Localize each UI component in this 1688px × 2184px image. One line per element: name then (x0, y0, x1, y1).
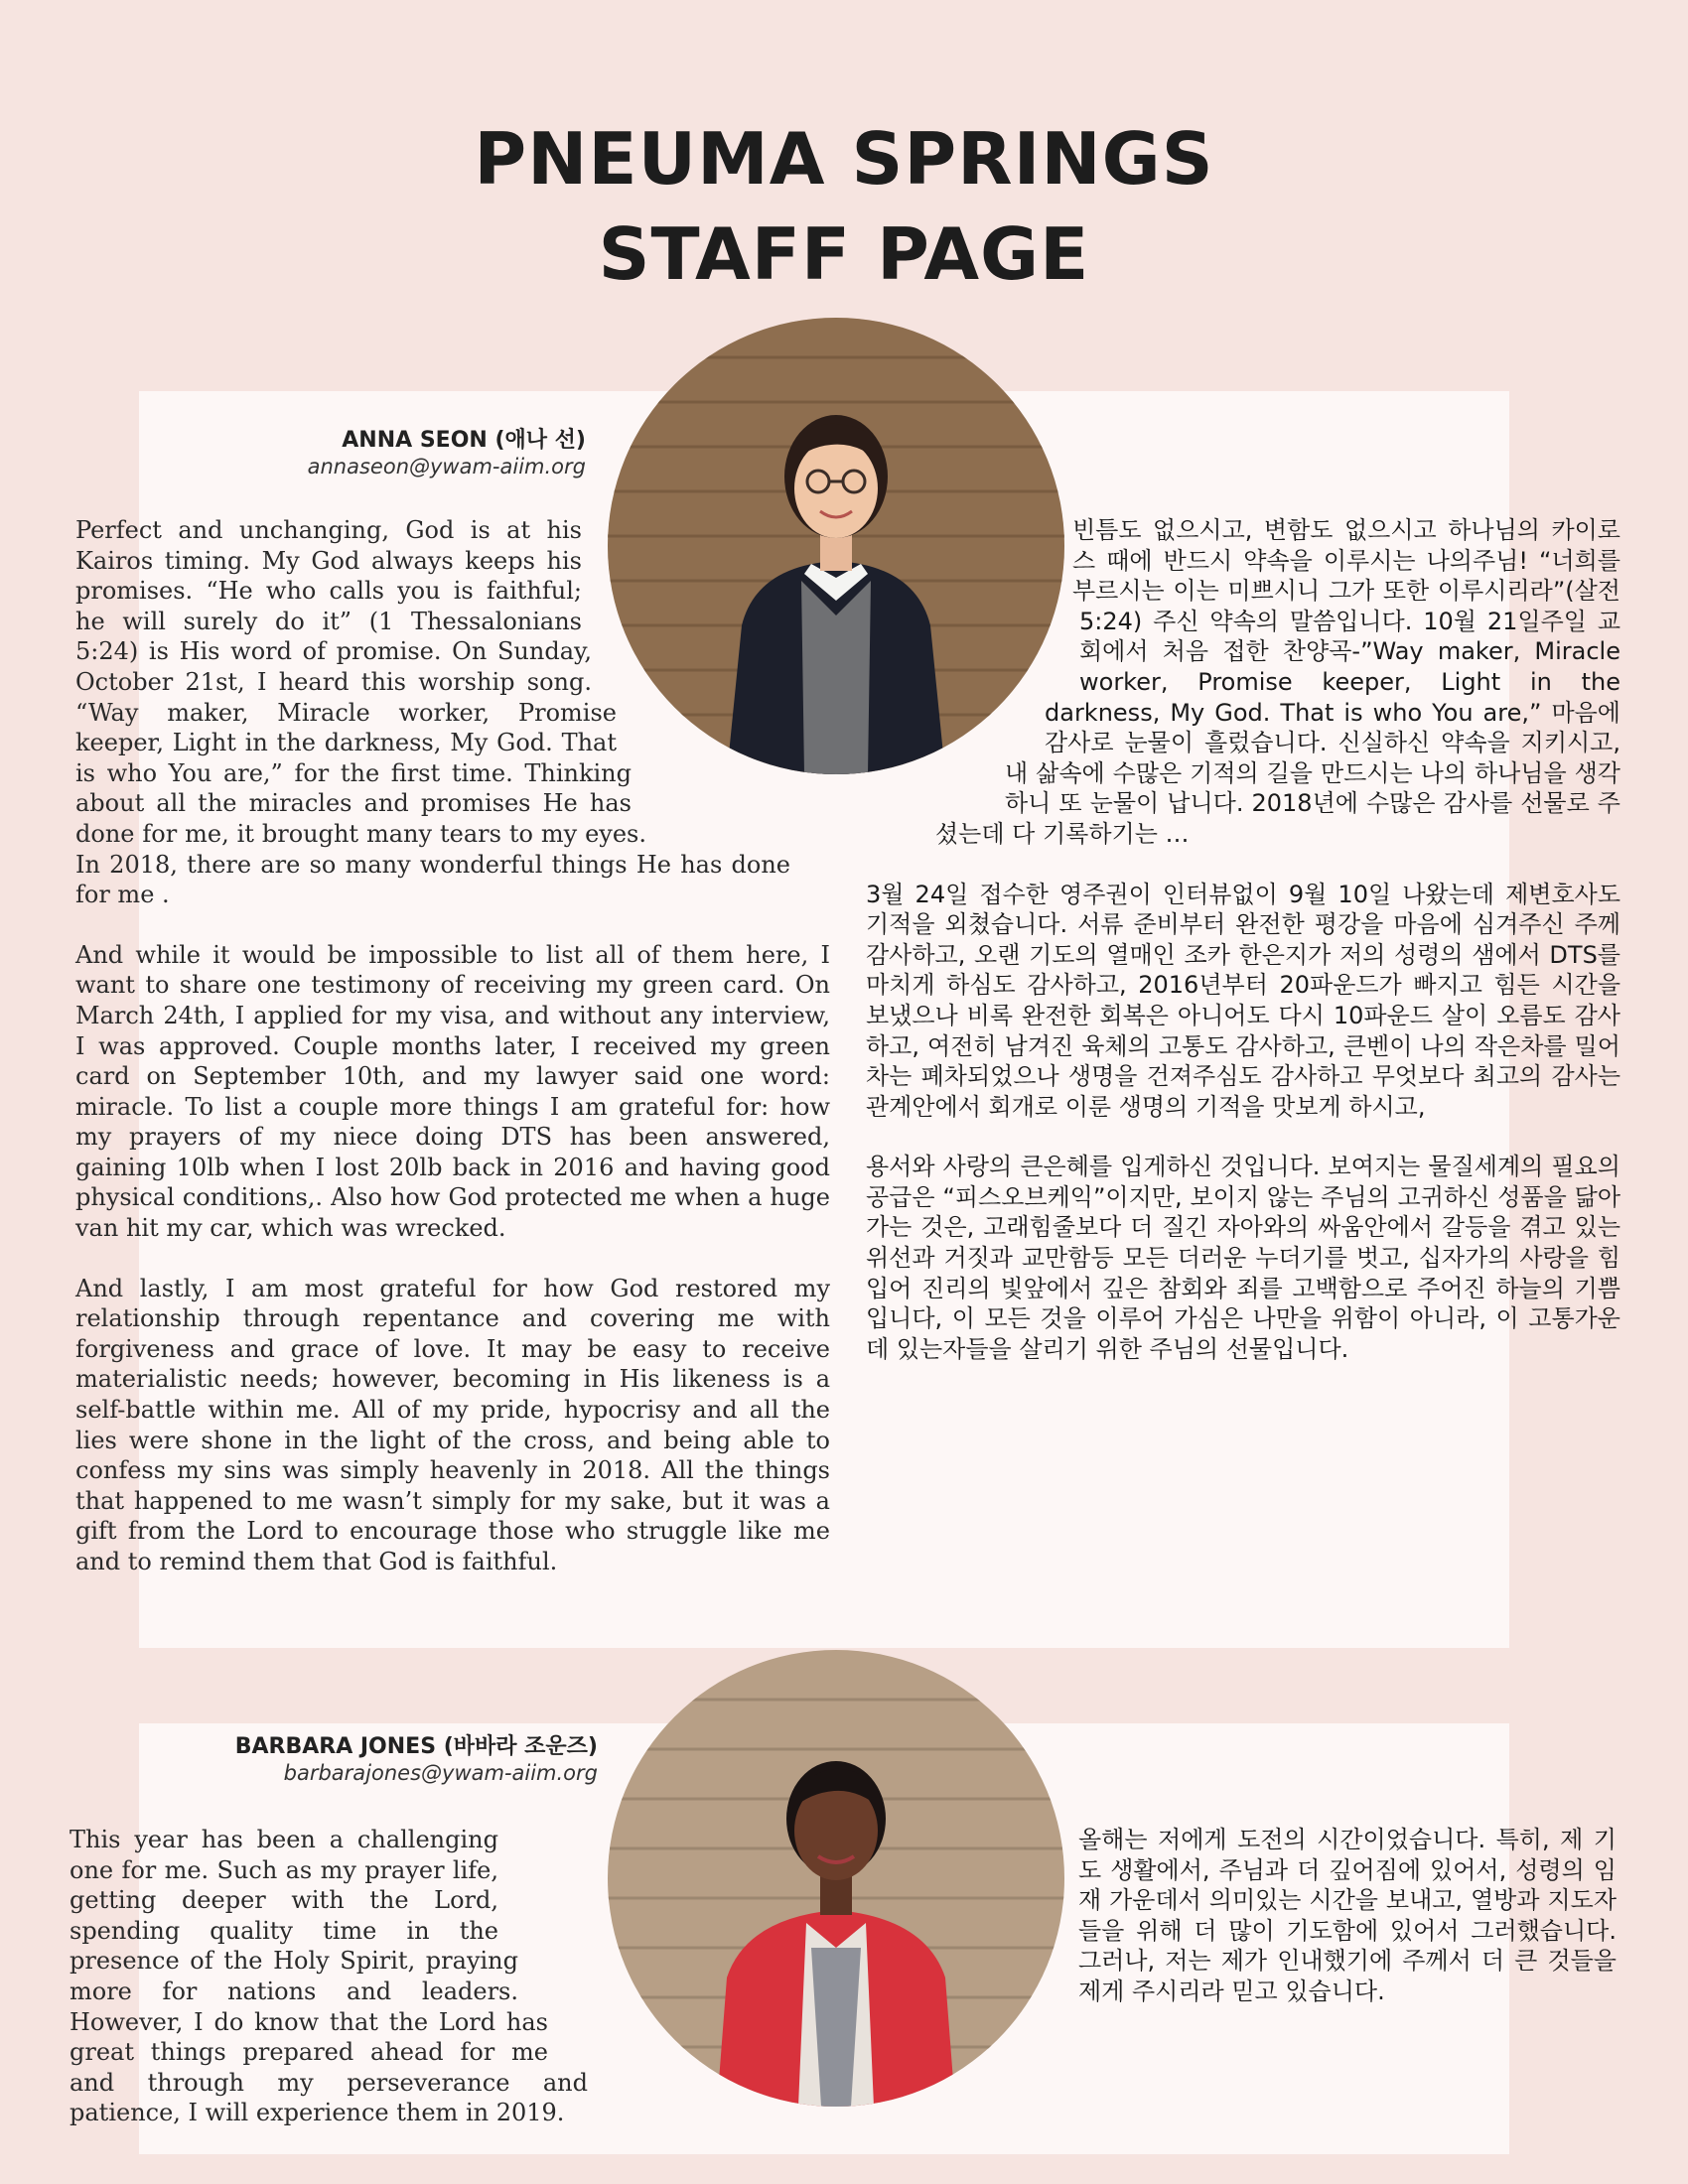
staff-ko-paragraph: 빈틈도 없으시고, 변함도 없으시고 하나님의 카이로스 때에 반드시 약속을 이루시는 나의주님! “너희를 부르시는 이는 미쁘시니 그가 또한 이루시리라”(살전 5:24) 주신 약속의 말씀입니다. 10월 21일주일 교회에서 처음 접한 찬양곡-”Way maker, Miracle worker, Promise keeper, Light in the darkness, My God. That is who You are,” 마음에 감사로 눈물이 흘렀습니다. 신실하신 약속을 지키시고, 내 삶속에 수많은 기적의 길을 만드시는 나의 하나님을 생각하니 또 눈물이 납니다. 2018년에 수많은 감사를 선물로 주셨는데 다 기록하기는 … (935, 516, 1620, 848)
staff-name-anna: ANNA SEON (애나 선) (342, 428, 586, 453)
staff-ko-paragraph: 올해는 저에게 도전의 시간이었습니다. 특히, 제 기도 생활에서, 주님과 더 깊어짐에 있어서, 성령의 임재 가운데서 의미있는 시간을 보내고, 열방과 지도자들을 위해 더 많이 기도함에 있어서 그러했습니다. 그러나, 저는 제가 인내했기에 주께서 더 큰 것들을 제게 주시리라 믿고 있습니다. (1078, 1826, 1617, 2005)
staff-photo-anna (608, 318, 1064, 774)
page-title-line1: PNEUMA SPRINGS (474, 117, 1214, 201)
staff-name-barbara: BARBARA JONES (바바라 조운즈) (234, 1734, 598, 1759)
staff-email-barbara: barbarajones@ywam-aiim.org (283, 1761, 598, 1785)
staff-ko-text-barbara (1019, 1825, 1617, 2039)
staff-photo-barbara (608, 1650, 1064, 2107)
staff-email-anna: annaseon@ywam-aiim.org (307, 455, 586, 478)
page-title-line2: STAFF PAGE (598, 212, 1090, 296)
staff-en-paragraph: And while it would be impossible to list all of them here, I want to share one testimony of receiving my green card. On March 24th, I applied for my visa, and without any interview, I was approved. Couple months later, I received my green card on September 10th, and my lawyer said one word: miracle. To list a couple more things I am grateful for: how my prayers of my niece doing DTS has been answered, gaining 10lb when I lost 20lb back in 2016 and having good physical conditions,. Also how God protected me when a huge van hit my car, which was wrecked. (75, 940, 830, 1243)
staff-en-paragraph: Perfect and unchanging, God is at his Kairos timing. My God always keeps his promises. “He who calls you is faithful; he will surely do it” (1 Thessalonians 5:24) is His word of promise. On Sunday, October 21st, I heard this worship song. “Way maker, Miracle worker, Promise keeper, Light in the darkness, My God. That is who You are,” for the first time. Thinking about all the miracles and promises He has done for me, it brought many tears to my eyes. In 2018, there are so many wonderful things He has done for me . (75, 516, 790, 909)
page-title (0, 111, 1688, 302)
staff-ko-paragraph: 3월 24일 접수한 영주권이 인터뷰없이 9월 10일 나왔는데 제변호사도 기적을 외쳤습니다. 서류 준비부터 완전한 평강을 마음에 심겨주신 주께 감사하고, 오랜 기도의 열매인 조카 한은지가 저의 성령의 샘에서 DTS를 마치게 하심도 감사하고, 2016년부터 20파운드가 빠지고 힘든 시간을 보냈으나 비록 완전한 회복은 아니어도 다시 10파운드 살이 오름도 감사하고, 여전히 남겨진 육체의 고통도 감사하고, 큰벤이 나의 작은차를 밀어 차는 폐차되었으나 생명을 건져주심도 감사하고 무엇보다 최고의 감사는 관계안에서 회개로 이룬 생명의 기적을 맛보게 하시고, (866, 880, 1620, 1121)
staff-en-paragraph: And lastly, I am most grateful for how God restored my relationship through repentance and covering me with forgiveness and grace of love. It may be easy to receive materialistic needs; however, becoming in His likeness is a self-battle within me. All of my pride, hypocrisy and all the lies were shone in the light of the cross, and being able to confess my sins was simply heavenly in 2018. All the things that happened to me wasn’t simply for my sake, but it was a gift from the Lord to encourage those who struggle like me and to remind them that God is faithful. (75, 1274, 830, 1575)
staff-ko-paragraph: 용서와 사랑의 큰은혜를 입게하신 것입니다. 보여지는 물질세계의 필요의 공급은 “피스오브케익”이지만, 보이지 않는 주님의 고귀하신 성품을 닮아 가는 것은, 고래힘줄보다 더 질긴 자아와의 싸움안에서 갈등을 겪고 있는 위선과 거짓과 교만함등 모든 더러운 누더기를 벗고, 십자가의 사랑을 힘입어 진리의 빛앞에서 깊은 참회와 죄를 고백함으로 주어진 하늘의 기쁨입니다, 이 모든 것을 이루어 가심은 나만을 위함이 아니라, 이 고통가운데 있는자들을 살리기 위한 주님의 선물입니다. (866, 1153, 1620, 1363)
staff-en-paragraph: This year has been a challenging one for me. Such as my prayer life, getting deeper with the Lord, spending quality time in the presence of the Holy Spirit, praying more for nations and leaders. However, I do know that the Lord has great things prepared ahead for me and through my perseverance and patience, I will experience them in 2019. (70, 1826, 588, 2127)
staff-en-text-barbara (70, 1825, 677, 2128)
